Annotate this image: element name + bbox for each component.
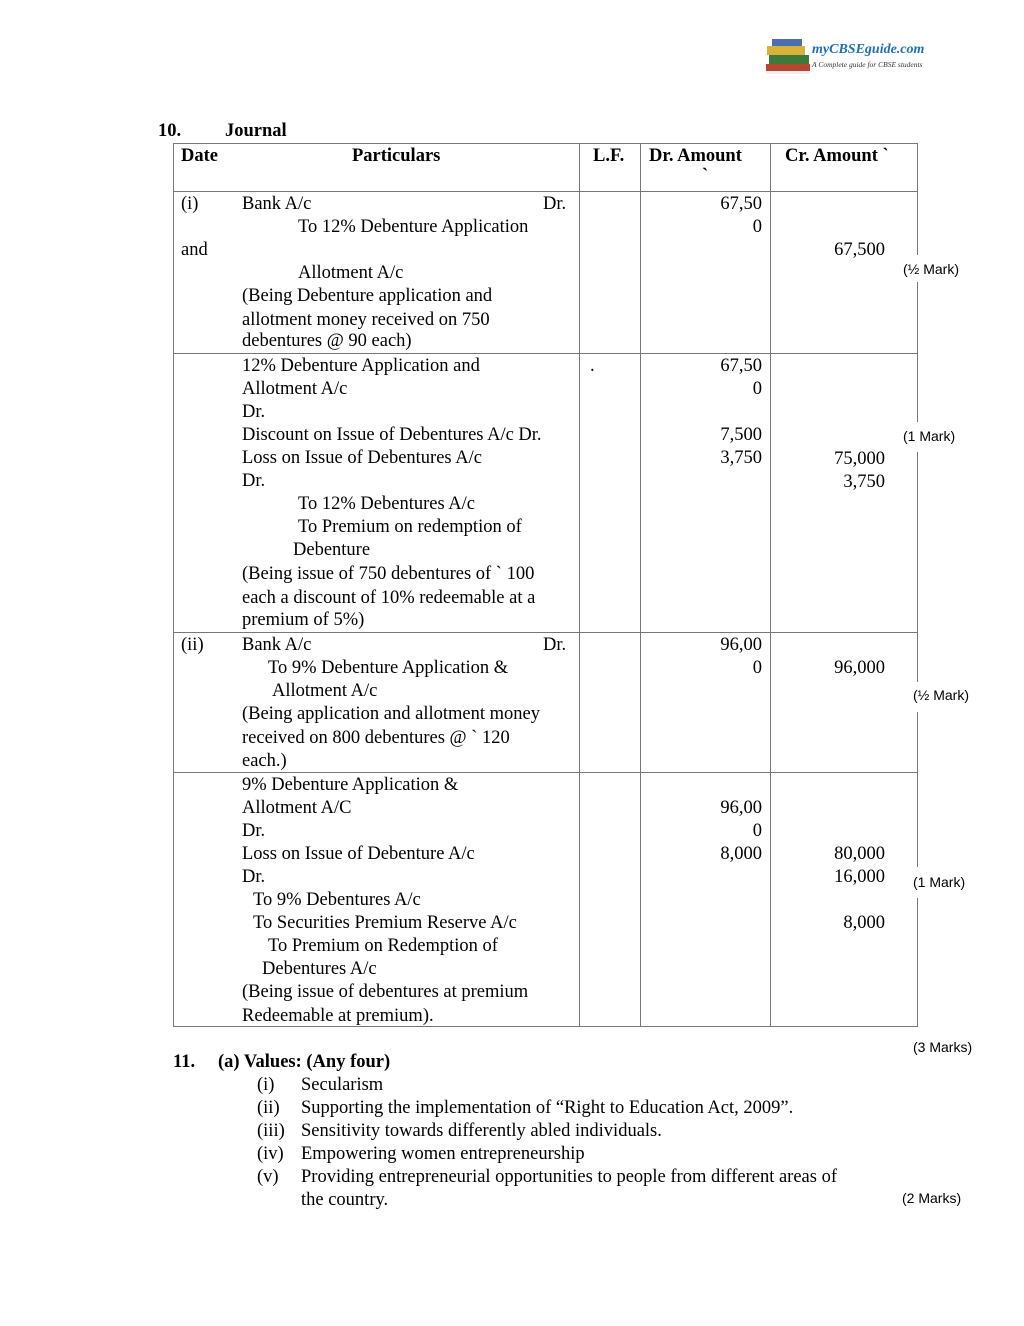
cr-amount: 67,500: [834, 240, 885, 260]
dr-amount: 0: [752, 821, 762, 841]
entry-date: (ii): [181, 635, 204, 655]
header-dr-symbol: `: [702, 166, 709, 186]
dr-amount: 0: [752, 217, 762, 237]
dr-amount: 67,50: [720, 194, 762, 214]
particular-line: To Premium on Redemption of: [268, 936, 498, 956]
dr-amount: 7,500: [720, 425, 762, 445]
lf-value: .: [590, 356, 595, 376]
mark-label: (½ Mark): [913, 687, 969, 703]
particular-line: (Being issue of 750 debentures of ` 100: [242, 564, 535, 584]
list-item-number: (i): [257, 1075, 275, 1095]
header-date: Date: [181, 146, 218, 166]
entry-date: (i): [181, 194, 199, 214]
header-cr-amount: Cr. Amount `: [785, 146, 889, 166]
particular-line: Allotment A/c: [298, 263, 404, 283]
logo-brand: myCBSEguide.com: [812, 42, 925, 57]
total-marks: (3 Marks): [913, 1039, 973, 1055]
entry-date-cont: and: [181, 240, 208, 260]
dr-amount: 0: [752, 658, 762, 678]
section-title: Journal: [225, 121, 287, 141]
particular-line: Loss on Issue of Debenture A/c: [242, 844, 475, 864]
particular-line: 9% Debenture Application &: [242, 775, 459, 795]
question-number: 10.: [158, 121, 182, 141]
site-logo: [762, 36, 952, 78]
particular-line: Discount on Issue of Debentures A/c Dr.: [242, 425, 542, 445]
dr-amount: 0: [752, 379, 762, 399]
list-item-cont: the country.: [301, 1190, 389, 1210]
particular-line: Allotment A/c: [242, 379, 348, 399]
logo-tagline: A Complete guide for CBSE students: [812, 60, 923, 69]
particular-line: To 9% Debentures A/c: [253, 890, 421, 910]
particular-dr: Dr.: [543, 194, 567, 214]
list-item: Secularism: [301, 1075, 384, 1095]
particular-line: Debenture: [293, 540, 371, 560]
header-lf: L.F.: [593, 146, 625, 166]
particular-line: (Being application and allotment money: [242, 704, 540, 724]
particular-line: Bank A/c: [242, 635, 312, 655]
particular-line: Allotment A/C: [242, 798, 352, 818]
header-particulars: Particulars: [352, 146, 441, 166]
particular-line: To 9% Debenture Application &: [268, 658, 509, 678]
mark-label: (½ Mark): [903, 261, 959, 277]
mark-label: (1 Mark): [903, 428, 956, 444]
particular-line: Bank A/c: [242, 194, 312, 214]
cr-amount: 3,750: [843, 472, 885, 492]
header-dr-amount: Dr. Amount: [649, 146, 742, 166]
mark-label: (1 Mark): [913, 874, 966, 890]
list-item-number: (iii): [257, 1121, 285, 1141]
list-item: Supporting the implementation of “Right to Education Act, 2009”.: [301, 1098, 794, 1118]
particular-line: Debentures A/c: [262, 959, 377, 979]
dr-amount: 8,000: [720, 844, 762, 864]
particular-line: To 12% Debenture Application: [298, 217, 529, 237]
marks-label: (2 Marks): [902, 1190, 962, 1206]
particular-line: Allotment A/c: [272, 681, 378, 701]
particular-line: each a discount of 10% redeemable at a: [242, 588, 536, 608]
particular-line: To Securities Premium Reserve A/c: [253, 913, 517, 933]
particular-line: debentures @ 90 each): [242, 331, 412, 351]
particular-line: each.): [242, 751, 287, 771]
list-item: Sensitivity towards differently abled individuals.: [301, 1121, 662, 1141]
dr-amount: 96,00: [720, 798, 762, 818]
books-icon: [764, 38, 814, 76]
particular-line: Redeemable at premium).: [242, 1006, 434, 1026]
list-item-number: (ii): [257, 1098, 280, 1118]
dr-amount: 96,00: [720, 635, 762, 655]
particular-line: allotment money received on 750: [242, 310, 490, 330]
list-item-number: (v): [257, 1167, 279, 1187]
particular-line: Dr.: [242, 402, 266, 422]
particular-dr: Dr.: [543, 635, 567, 655]
list-item: Empowering women entrepreneurship: [301, 1144, 585, 1164]
particular-line: Dr.: [242, 471, 266, 491]
cr-amount: 8,000: [843, 913, 885, 933]
question-number: 11.: [173, 1052, 196, 1072]
cr-amount: 75,000: [834, 449, 885, 469]
cr-amount: 80,000: [834, 844, 885, 864]
particular-line: To Premium on redemption of: [298, 517, 522, 537]
particular-line: Loss on Issue of Debentures A/c: [242, 448, 482, 468]
dr-amount: 3,750: [720, 448, 762, 468]
particular-line: premium of 5%): [242, 610, 365, 630]
particular-line: Dr.: [242, 867, 266, 887]
list-item-number: (iv): [257, 1144, 284, 1164]
particular-line: (Being issue of debentures at premium: [242, 982, 529, 1002]
cr-amount: 16,000: [834, 867, 885, 887]
section-title: (a) Values: (Any four): [218, 1052, 391, 1072]
list-item: Providing entrepreneurial opportunities to people from different areas of: [301, 1167, 837, 1187]
dr-amount: 67,50: [720, 356, 762, 376]
cr-amount: 96,000: [834, 658, 885, 678]
particular-line: 12% Debenture Application and: [242, 356, 480, 376]
particular-line: Dr.: [242, 821, 266, 841]
particular-line: (Being Debenture application and: [242, 286, 493, 306]
particular-line: To 12% Debentures A/c: [298, 494, 475, 514]
particular-line: received on 800 debentures @ ` 120: [242, 728, 510, 748]
